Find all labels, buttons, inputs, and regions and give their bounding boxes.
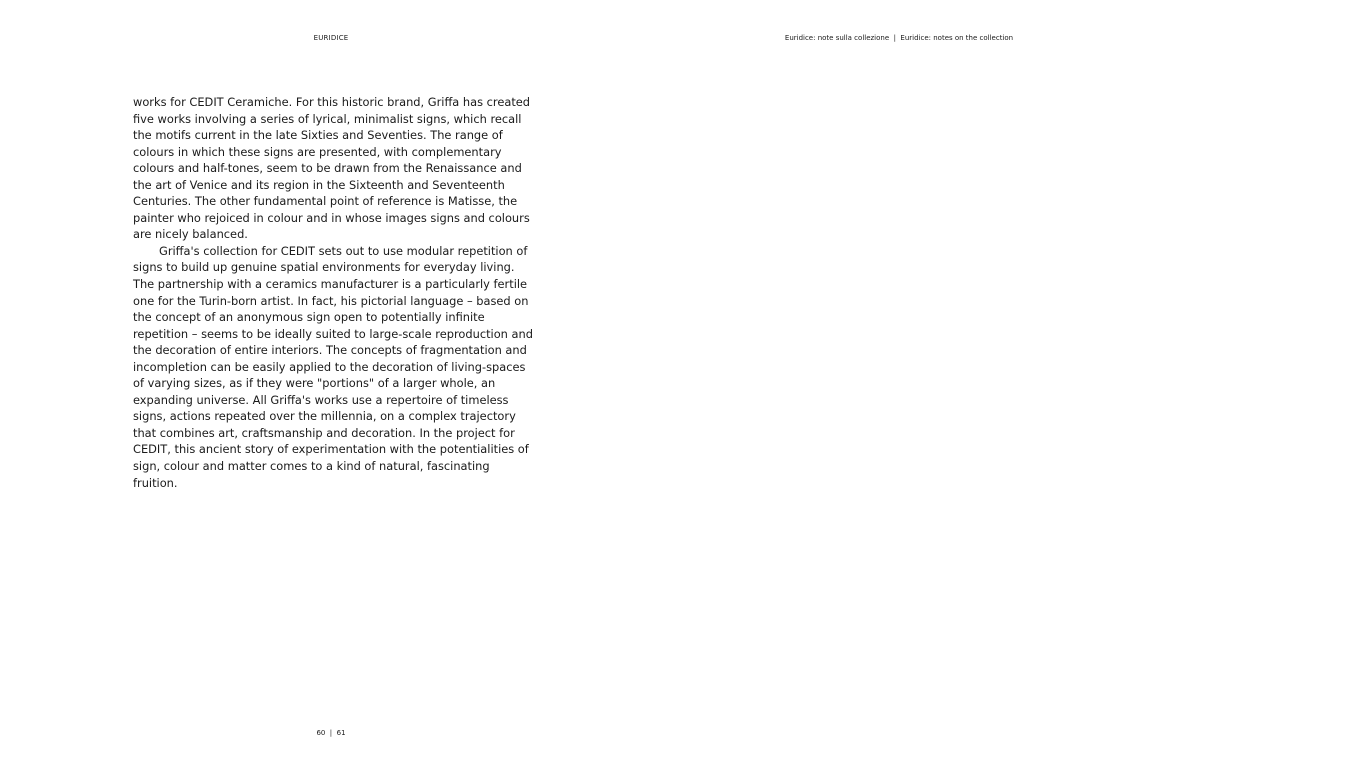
page-numbers: 60 | 61: [316, 729, 346, 737]
paragraph-1: works for CEDIT Ceramiche. For this historic brand, Griffa has created five works involving a series of lyrical, minimalist signs, which recall the motifs current in the late Sixties and Seventies. The range of colours in which these signs are presented, with complementary colours and half-tones, seem to be drawn from the Renaissance and the art of Venice and its region in the Sixteenth and Seventeenth Centuries. The other fundamental point of reference is Matisse, the painter who rejoiced in colour and in whose images signs and colours are nicely balanced.: [133, 95, 531, 242]
body-text-column: [133, 94, 533, 491]
right-running-head: Euridice: note sulla collezione | Euridice: notes on the collection: [784, 34, 1014, 42]
paragraph-2: Griffa's collection for CEDIT sets out to use modular repetition of signs to build up genuine spatial environments for everyday living. The partnership with a ceramics manufacturer is a particularly fertile one for the Turin-born artist. In fact, his pictorial language – based on the concept of an anonymous sign open to potentially infinite repetition – seems to be ideally suited to large-scale reproduction and the decoration of entire interiors. The concepts of fragmentation and incompletion can be easily applied to the decoration of living-spaces of varying sizes, as if they were "portions" of a larger whole, an expanding universe. All Griffa's works use a repertoire of timeless signs, actions repeated over the millennia, on a complex trajectory that combines art, craftsmanship and decoration. In the project for CEDIT, this ancient story of experimentation with the potentialities of sign, colour and matter comes to a kind of natural, fascinating fruition.: [133, 243, 533, 490]
left-running-head: EURIDICE: [313, 34, 349, 42]
